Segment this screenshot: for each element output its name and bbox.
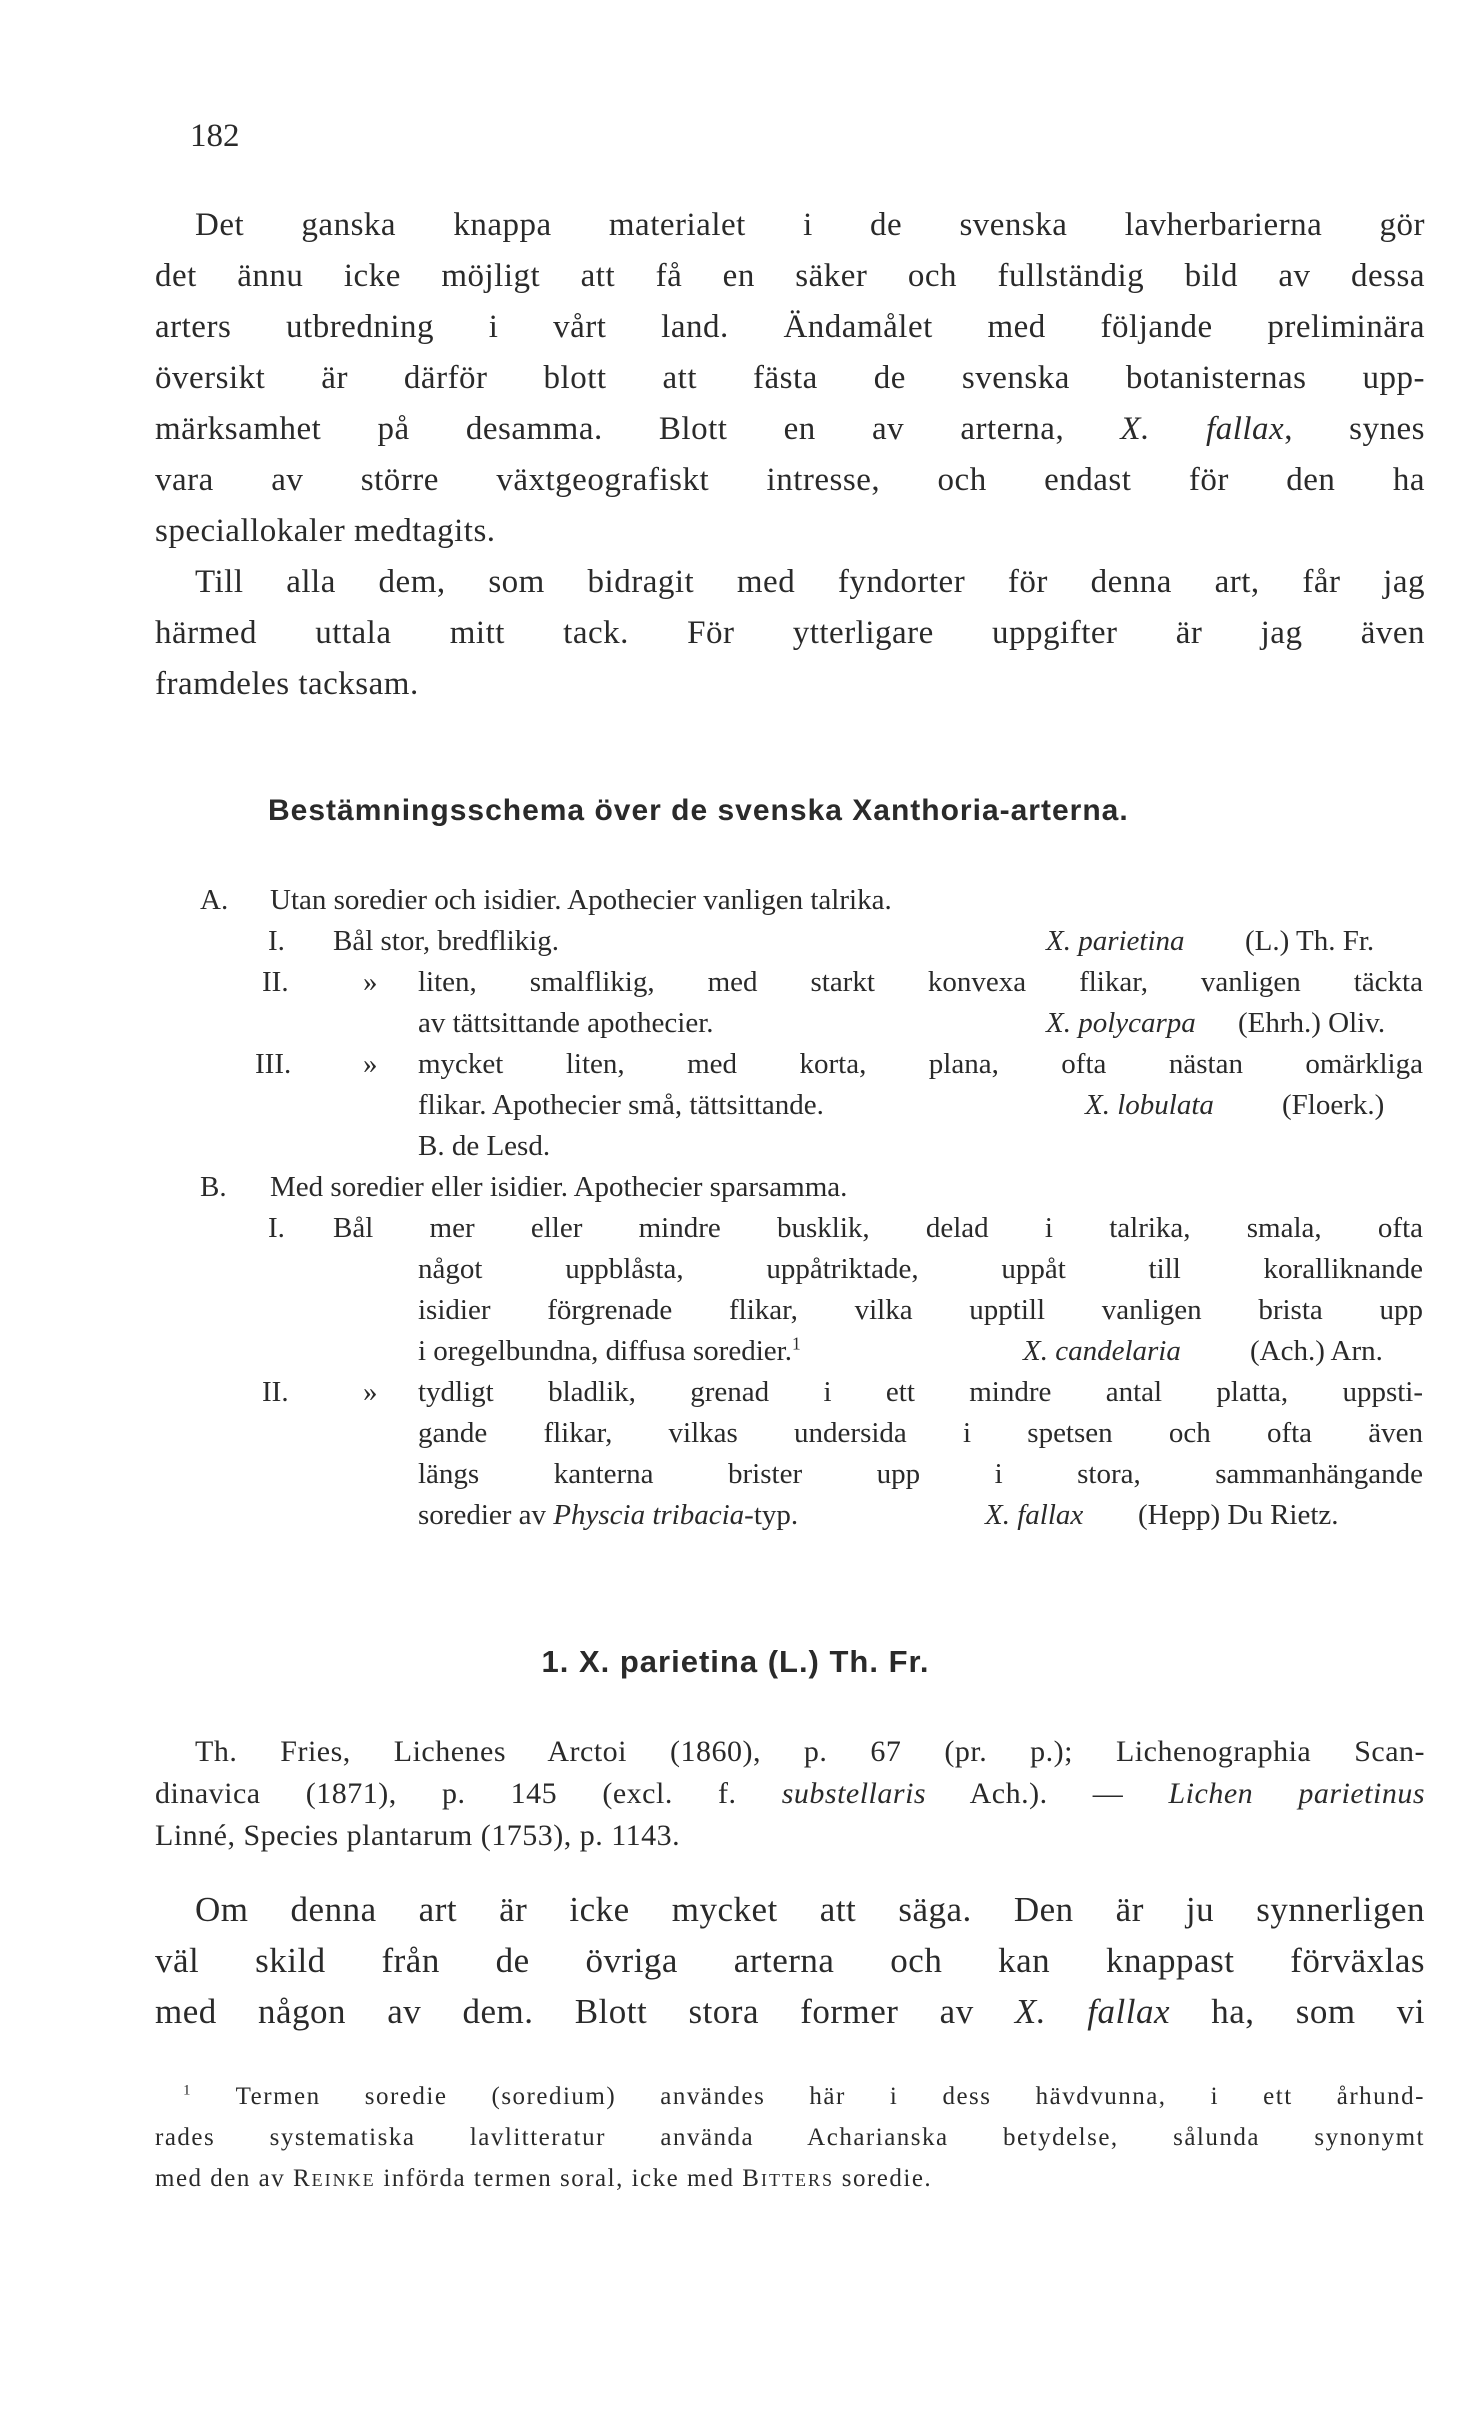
key-text: Med soredier eller isidier. Apothecier sparsamma.: [270, 1171, 848, 1203]
intro-paragraph: [155, 200, 1425, 710]
text-line: med den av Reinke införda termen soral, icke med Bitters soredie.: [155, 2165, 933, 2192]
footnote: [155, 2076, 1425, 2199]
references: [155, 1731, 1425, 1857]
key-text: soredier av Physcia tribacia-typ.: [418, 1499, 799, 1531]
text-line: översikt är därför blott att fästa de svenska botanisternas upp-: [155, 360, 1425, 396]
key-text: liten, smalflikig, med starkt konvexa flikar, vanligen täckta: [418, 966, 1423, 998]
footnote-mark: 1: [183, 2082, 192, 2099]
key-text: isidier förgrenade flikar, vilka upptill vanligen brista upp: [418, 1294, 1423, 1326]
text-line: Det ganska knappa materialet i de svenska lavherbarierna gör: [195, 207, 1425, 243]
text-line: arters utbredning i vårt land. Ändamålet med följande preliminära: [155, 309, 1425, 345]
key-text: Bål mer eller mindre busklik, delad i talrika, smala, ofta: [333, 1212, 1423, 1244]
species-author: (Hepp) Du Rietz.: [1138, 1499, 1339, 1531]
ditto-mark: »: [363, 966, 378, 998]
text-line: Linné, Species plantarum (1753), p. 1143.: [155, 1819, 681, 1852]
key-label: II.: [262, 1376, 289, 1408]
key-text: mycket liten, med korta, plana, ofta nästan omärkliga: [418, 1048, 1423, 1080]
key-text: Utan soredier och isidier. Apothecier vanligen talrika.: [270, 884, 892, 916]
species-author: (L.) Th. Fr.: [1245, 925, 1375, 957]
key-text: Bål stor, bredflikig.: [333, 925, 559, 957]
species-author: (Floerk.): [1282, 1089, 1385, 1121]
text-line: Th. Fries, Lichenes Arctoi (1860), p. 67 (pr. p.); Lichenographia Scan-: [195, 1735, 1425, 1768]
text-line: märksamhet på desamma. Blott en av arterna, X. fallax, synes: [155, 411, 1425, 447]
section-title: 1. X. parietina (L.) Th. Fr.: [541, 1644, 930, 1679]
key-text: B. de Lesd.: [418, 1130, 551, 1162]
key-text: i oregelbundna, diffusa soredier.$^1$: [418, 1333, 801, 1367]
key-heading: Bestämningsschema över de svenska Xanthoria-arterna.: [268, 794, 1129, 827]
text-line: med någon av dem. Blott stora former av X. fallax ha, som vi: [155, 1992, 1425, 2031]
key-label: B.: [200, 1171, 227, 1203]
key-label: I.: [268, 1212, 285, 1244]
text-line: $^1$ Termen soredie (soredium) användes här i dess hävdvunna, i ett århund-: [183, 2082, 1425, 2110]
text-line: dinavica (1871), p. 145 (excl. f. substellaris Ach.). — Lichen parietinus: [155, 1777, 1425, 1810]
text-line: härmed uttala mitt tack. För ytterligare uppgifter är jag även: [155, 615, 1425, 651]
species-name: X. parietina: [1046, 925, 1185, 957]
species-name: X. polycarpa: [1046, 1007, 1196, 1039]
species-name: X. candelaria: [1023, 1335, 1181, 1367]
key-text: gande flikar, vilkas undersida i spetsen och ofta även: [418, 1417, 1423, 1449]
key-label: I.: [268, 925, 285, 957]
ditto-mark: »: [363, 1048, 378, 1080]
text-line: vara av större växtgeografiskt intresse, och endast för den ha: [155, 462, 1425, 498]
identification-key: [0, 880, 1471, 1580]
text-line: väl skild från de övriga arterna och kan knappast förväxlas: [155, 1941, 1425, 1980]
key-text: något uppblåsta, uppåtriktade, uppåt till koralliknande: [418, 1253, 1423, 1285]
text-line: Om denna art är icke mycket att säga. Den är ju synnerligen: [195, 1890, 1425, 1929]
species-author: (Ach.) Arn.: [1250, 1335, 1383, 1367]
key-label: III.: [255, 1048, 292, 1080]
page-number: 182: [190, 118, 240, 154]
footnote-reference: 1: [791, 1333, 801, 1354]
key-text: längs kanterna brister upp i stora, sammanhängande: [418, 1458, 1423, 1490]
key-text: tydligt bladlik, grenad i ett mindre antal platta, uppsti-: [418, 1376, 1423, 1408]
text-line: speciallokaler medtagits.: [155, 513, 496, 549]
text-line: det ännu icke möjligt att få en säker och fullständig bild av dessa: [155, 258, 1425, 294]
text-line: Till alla dem, som bidragit med fyndorter för denna art, får jag: [195, 564, 1425, 600]
key-label: A.: [200, 884, 229, 916]
text-line: rades systematiska lavlitteratur använda Acharianska betydelse, sålunda synonymt: [155, 2124, 1425, 2151]
species-author: (Ehrh.) Oliv.: [1238, 1007, 1386, 1039]
text-line: framdeles tacksam.: [155, 666, 419, 702]
body-paragraph: [155, 1884, 1425, 2037]
key-label: II.: [262, 966, 289, 998]
key-text: flikar. Apothecier små, tättsittande.: [418, 1089, 824, 1121]
species-name: X. fallax: [985, 1499, 1084, 1531]
key-text: av tättsittande apothecier.: [418, 1007, 714, 1039]
ditto-mark: »: [363, 1376, 378, 1408]
species-name: X. lobulata: [1085, 1089, 1214, 1121]
